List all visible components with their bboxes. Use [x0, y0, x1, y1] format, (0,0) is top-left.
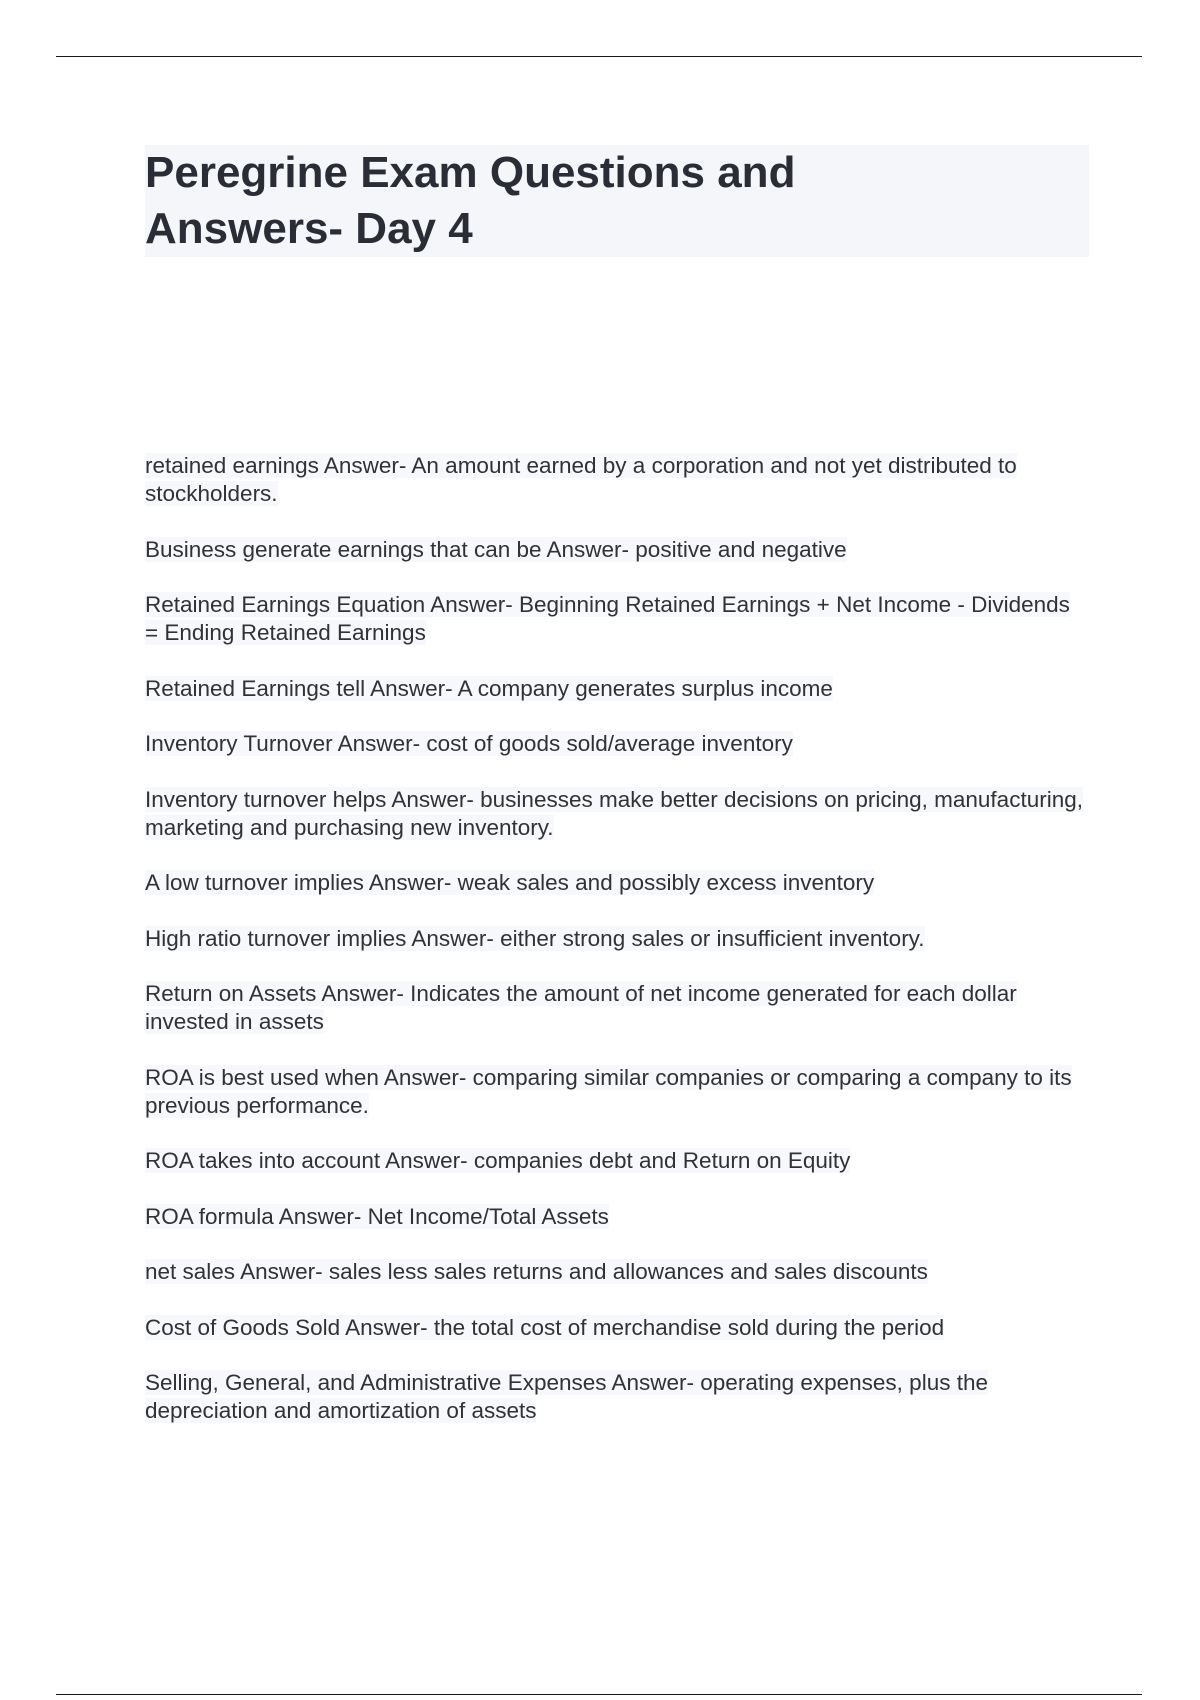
qa-item-text: Retained Earnings tell Answer- A company generates surplus income [145, 675, 833, 701]
qa-item [145, 536, 1085, 564]
qa-item-text: ROA is best used when Answer- comparing similar companies or comparing a company to its previous performance. [145, 1064, 1072, 1118]
footer-rule [56, 1694, 1142, 1695]
qa-item-text: Inventory turnover helps Answer- businesses make better decisions on pricing, manufacturing, marketing and purchasing new inventory. [145, 786, 1083, 840]
page-title: Peregrine Exam Questions and Answers- Day 4 [145, 148, 796, 253]
qa-item-text: Inventory Turnover Answer- cost of goods sold/average inventory [145, 731, 793, 756]
qa-item-text: net sales Answer- sales less sales returns and allowances and sales discounts [145, 1259, 928, 1284]
qa-item-text: ROA takes into account Answer- companies debt and Return on Equity [145, 1148, 851, 1173]
qa-item-text: A low turnover implies Answer- weak sales and possibly excess inventory [145, 870, 875, 895]
qa-list [145, 452, 1085, 1453]
qa-item-text: Retained Earnings Equation Answer- Beginning Retained Earnings + Net Income - Dividends = Ending Retained Earnings [145, 592, 1070, 645]
qa-item [145, 1147, 1085, 1175]
qa-item [145, 452, 1085, 508]
qa-item [145, 730, 1085, 758]
qa-item [145, 1314, 1085, 1342]
qa-item-text: Selling, General, and Administrative Expenses Answer- operating expenses, plus the depreciation and amortization of assets [145, 1370, 988, 1423]
qa-item [145, 1258, 1085, 1286]
header-rule [56, 56, 1142, 57]
qa-item-text: Cost of Goods Sold Answer- the total cost of merchandise sold during the period [145, 1314, 945, 1340]
qa-item [145, 675, 1085, 703]
qa-item-text: retained earnings Answer- An amount earned by a corporation and not yet distributed to stockholders. [145, 453, 1017, 506]
qa-item-text: Return on Assets Answer- Indicates the amount of net income generated for each dollar invested in assets [145, 981, 1017, 1034]
qa-item [145, 1369, 1085, 1425]
qa-item [145, 980, 1085, 1036]
qa-item-text: High ratio turnover implies Answer- either strong sales or insufficient inventory. [145, 925, 925, 951]
qa-item [145, 591, 1085, 647]
qa-item-text: ROA formula Answer- Net Income/Total Assets [145, 1203, 609, 1229]
qa-item [145, 786, 1085, 842]
qa-item [145, 1064, 1085, 1120]
qa-item [145, 925, 1085, 953]
qa-item [145, 1203, 1085, 1231]
qa-item-text: Business generate earnings that can be Answer- positive and negative [145, 536, 847, 562]
qa-item [145, 869, 1085, 897]
